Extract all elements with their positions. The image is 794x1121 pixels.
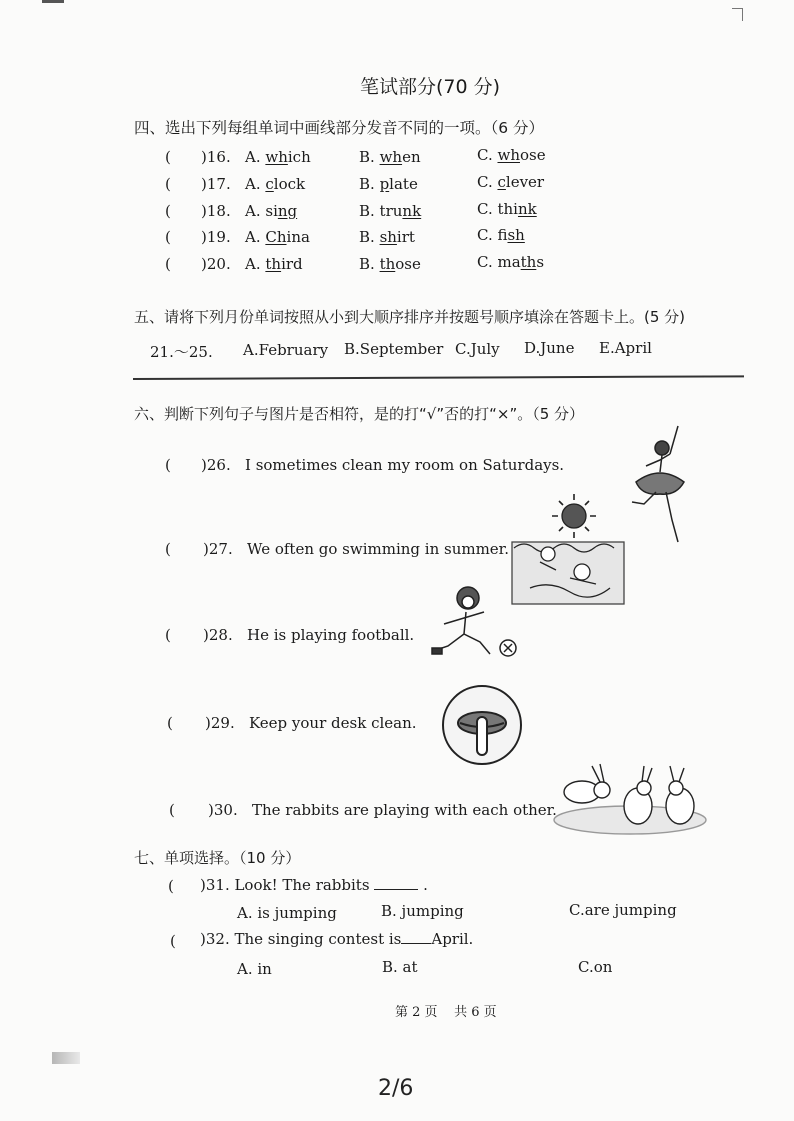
rabbits-illustration [552, 760, 708, 836]
question-number: )18. [201, 202, 231, 220]
option-c: C. clever [477, 173, 545, 191]
question-number: )27. [203, 540, 233, 558]
answer-paren: ( [165, 626, 171, 644]
option-b: B. shirt [359, 228, 415, 246]
option-b: B. those [359, 255, 421, 273]
section-divider [133, 375, 744, 380]
question-32: )32. The singing contest is April. [200, 930, 474, 948]
question-number: )26. [201, 456, 231, 474]
answer-paren: ( [168, 877, 174, 895]
sentence-27: We often go swimming in summer. [247, 540, 509, 558]
month-option-d: D.June [524, 339, 575, 357]
answer-paren: ( [165, 228, 171, 246]
answer-paren: ( [165, 456, 171, 474]
option-c: C. think [477, 200, 537, 218]
option-b: B. at [382, 958, 418, 976]
sentence-29: Keep your desk clean. [249, 714, 417, 732]
answer-paren: ( [165, 202, 171, 220]
answer-paren: ( [165, 540, 171, 558]
month-option-c: C.July [455, 340, 500, 358]
option-a: A. clock [245, 175, 306, 193]
month-option-b: B.September [344, 340, 444, 358]
sentence-30: The rabbits are playing with each other. [252, 801, 557, 819]
scan-mark-top-right [732, 8, 743, 21]
section-4-heading: 四、选出下列每组单词中画线部分发音不同的一项。（6 分） [134, 119, 545, 137]
section-7-heading: 七、单项选择。（10 分） [134, 849, 301, 867]
question-number: )17. [201, 175, 231, 193]
football-boy-illustration [428, 584, 522, 668]
scan-mark-bottom-left [52, 1052, 80, 1064]
option-b: B. when [359, 148, 421, 166]
option-a: A. in [237, 960, 272, 978]
answer-paren: ( [165, 148, 171, 166]
section-6-heading: 六、判断下列句子与图片是否相符，是的打“√”否的打“×”。（5 分） [134, 405, 585, 423]
ballerina-illustration [626, 424, 690, 546]
option-c: C.are jumping [569, 901, 677, 919]
option-a: A. China [245, 228, 310, 246]
page-info: 第 2 页 共 6 页 [395, 1005, 497, 1020]
answer-blank [374, 889, 418, 890]
quiet-sign-illustration [440, 683, 524, 767]
answer-paren: ( [169, 801, 175, 819]
sentence-28: He is playing football. [247, 626, 415, 644]
month-option-e: E.April [599, 339, 652, 357]
option-a: A. which [245, 148, 311, 166]
question-number: )16. [201, 148, 231, 166]
question-number: )19. [201, 228, 231, 246]
option-a: A. is jumping [237, 904, 337, 922]
option-a: A. sing [245, 202, 298, 220]
answer-paren: ( [170, 932, 176, 950]
page-counter: 2/6 [378, 1076, 414, 1101]
answer-paren: ( [165, 255, 171, 273]
question-number: )30. [208, 801, 238, 819]
option-c: C. whose [477, 146, 546, 164]
answer-blank [401, 943, 431, 944]
question-number: )29. [205, 714, 235, 732]
option-b: B. jumping [381, 902, 464, 920]
scan-mark-top-left [42, 0, 64, 3]
month-option-a: A.February [243, 341, 329, 359]
sentence-26: I sometimes clean my room on Saturdays. [245, 456, 565, 474]
option-c: C.on [578, 958, 613, 976]
question-range: 21.～25. [150, 343, 213, 361]
swimming-illustration [510, 492, 626, 606]
question-number: )20. [201, 255, 231, 273]
option-b: B. plate [359, 175, 418, 193]
page-title: 笔试部分(70 分) [360, 76, 501, 98]
question-31: )31. Look! The rabbits . [200, 876, 428, 894]
option-b: B. trunk [359, 202, 422, 220]
option-c: C. maths [477, 253, 545, 271]
option-c: C. fish [477, 226, 525, 244]
option-a: A. third [245, 255, 303, 273]
answer-paren: ( [165, 175, 171, 193]
section-5-heading: 五、请将下列月份单词按照从小到大顺序排序并按题号顺序填涂在答题卡上。(5 分) [134, 308, 686, 326]
answer-paren: ( [167, 714, 173, 732]
question-number: )28. [203, 626, 233, 644]
